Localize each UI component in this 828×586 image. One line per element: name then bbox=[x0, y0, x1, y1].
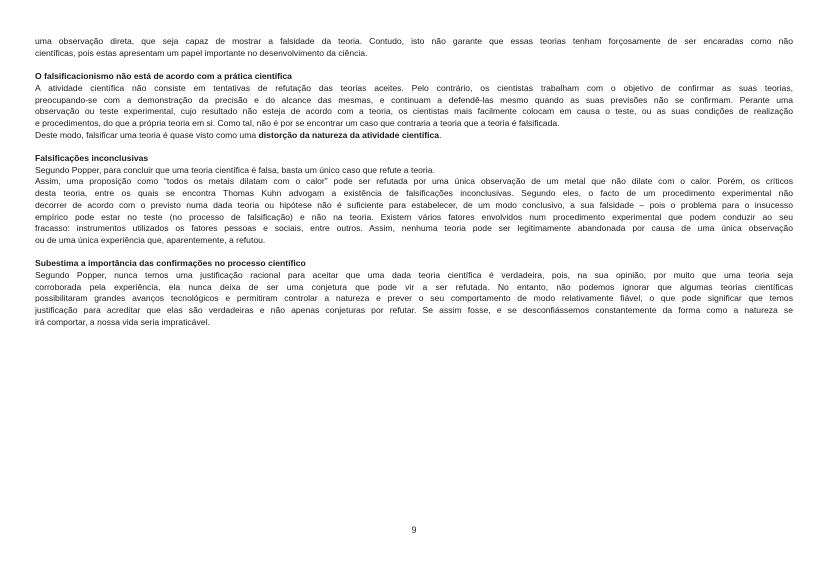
closing-prefix: Deste modo, falsificar uma teoria é quase visto como uma bbox=[35, 129, 259, 140]
page-number: 9 bbox=[411, 525, 417, 535]
text-line: A atividade científica não consiste em tentativas de refutação das teorias aceites. Pelo contrário, os cientistas trabalham com o objetivo de confirmar as suas teorias, bbox=[35, 82, 793, 93]
text-line: justificação para acreditar que elas são verdadeiras e não apenas conjeturas por refutar. Se assim fosse, e se desconfiássemos constantemente da forma como a natureza se bbox=[35, 305, 793, 316]
closing-line bbox=[35, 130, 793, 142]
section-falsificacoes-inconclusivas bbox=[35, 153, 793, 247]
section-heading: Falsificações inconclusivas bbox=[35, 153, 149, 163]
section-paragraph bbox=[35, 165, 793, 247]
text-line: e procedimentos, do que a própria teoria em si. Como tal, não é por se encontrar um caso que contraria a teoria que a teoria é falsificada. bbox=[35, 117, 560, 128]
text-line: observação ou teste experimental, cujo resultado não esteja de acordo com a teoria, os cientistas mais facilmente colocam em causa o teste, ou as suas condições de realização bbox=[35, 106, 793, 117]
text-line: decorrer de acordo com o previsto numa dada teoria ou hipótese não é suficiente para estabelecer, de um modo conclusivo, a sua falsidade – pois o problema para o insucesso bbox=[35, 199, 793, 210]
section-falsificacionismo-pratica bbox=[35, 71, 793, 141]
section-paragraph bbox=[35, 270, 793, 329]
section-heading: Subestima a importância das confirmações no processo científico bbox=[35, 258, 306, 269]
closing-suffix: . bbox=[439, 129, 442, 140]
text-line: desta teoria, entre os quais se encontra Thomas Kuhn advogam a existência de falsificações inconclusivas. Segundo eles, o facto de um procedimento experimental não bbox=[35, 188, 793, 199]
text-line: irá comportar, a nossa vida seria impraticável. bbox=[35, 316, 210, 327]
text-line: preocupando-se com a demonstração da precisão e do alcance das mesmas, e continuam a defendê-las mesmo quando as suas previsões não se confirmam. Perante uma bbox=[35, 94, 793, 105]
section-subestima-confirmacoes bbox=[35, 258, 793, 328]
intro-paragraph bbox=[35, 36, 793, 59]
text-line: ou de uma única experiência que, aparentemente, a refutou. bbox=[35, 234, 266, 245]
text-line: empírico pode estar no teste (no processo de falsificação) e não na teoria. Existem vários fatores envolvidos num procedimento experimental que podem conduzir ao seu bbox=[35, 211, 793, 222]
text-line: Segundo Popper, para concluir que uma teoria científica é falsa, basta um único caso que refute a teoria. bbox=[35, 164, 435, 175]
text-line: possibilitaram grandes avanços tecnológicos e permitiram controlar a natureza e prever o seu comportamento de modo relativamente fiável, o que pode significar que temos bbox=[35, 293, 793, 304]
text-line: uma observação direta, que seja capaz de mostrar a falsidade da teoria. Contudo, isto não garante que essas teorias tenham forçosamente de ser encaradas como não bbox=[35, 36, 793, 46]
text-line: Assim, uma proposição como “todos os metais dilatam com o calor” pode ser refutada por uma única observação de um metal que não dilate com o calor. Porém, os críticos bbox=[35, 176, 793, 187]
text-line: corroborada pela experiência, ela nunca deixa de ser uma conjetura que pode vir a ser refutada. No entanto, não podemos ignorar que algumas teorias científicas bbox=[35, 281, 793, 292]
section-paragraph bbox=[35, 83, 793, 142]
text-line: científicas, pois estas apresentam um papel importante no desenvolvimento da ciência. bbox=[35, 47, 368, 58]
text-line: Segundo Popper, nunca temos uma justificação racional para aceitar que uma dada teoria científica é verdadeira, pois, na sua opinião, por muito que uma teoria seja bbox=[35, 270, 793, 281]
text-line: fracasso: instrumentos utilizados os fatores pessoas e sociais, entre outros. Assim, nenhuma teoria pode ser legitimamente abandonada por causa de uma única observação bbox=[35, 223, 793, 234]
section-heading: O falsificacionismo não está de acordo com a prática científica bbox=[35, 71, 292, 82]
document-page bbox=[35, 36, 793, 329]
emphasis-text: distorção da natureza da atividade científica bbox=[258, 129, 440, 140]
